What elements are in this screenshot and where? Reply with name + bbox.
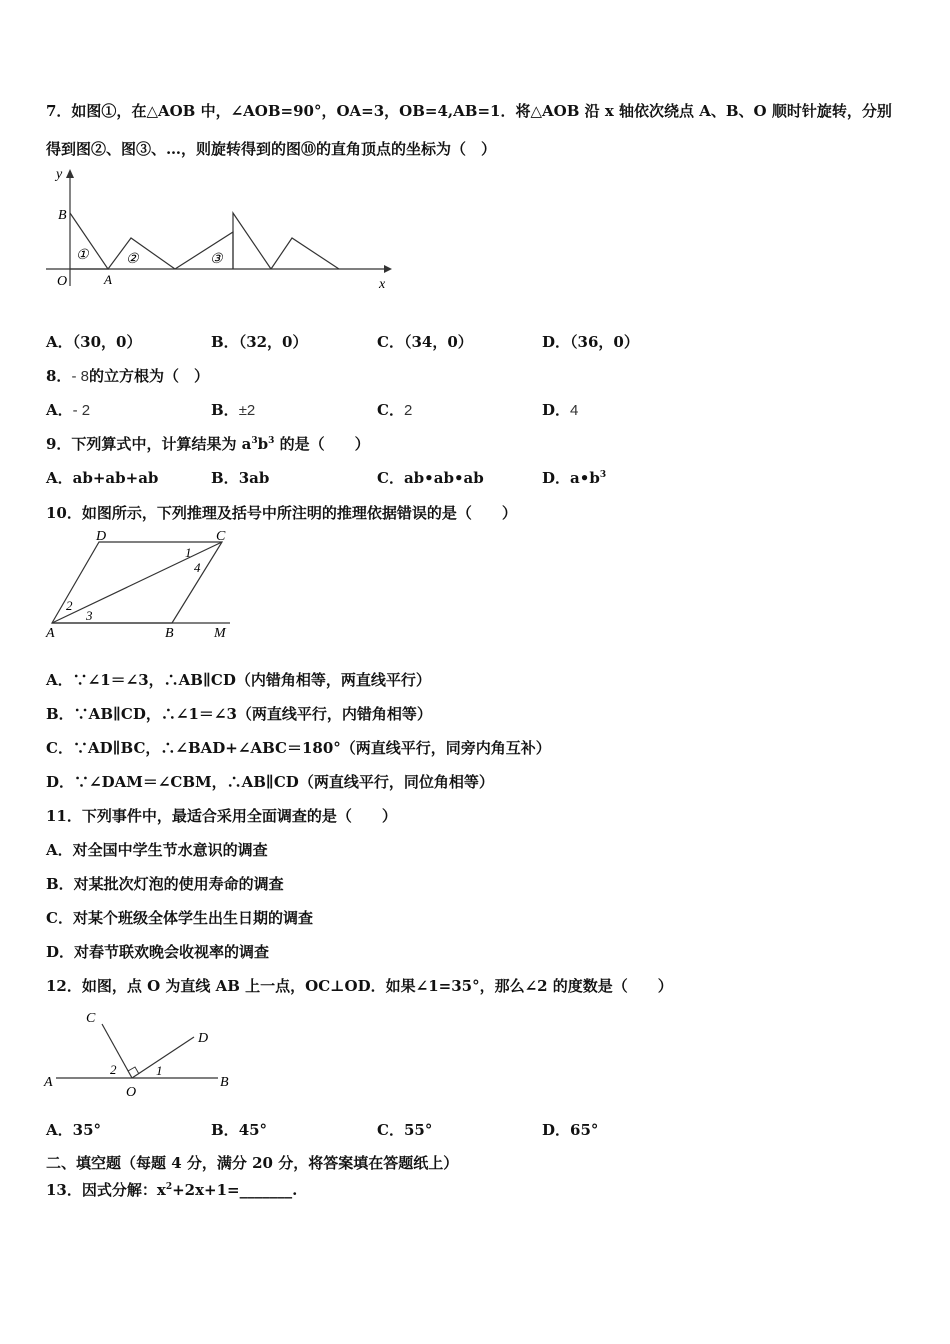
q12-option-a[interactable]: A．35° [46, 1121, 102, 1139]
q8-option-c[interactable]: C．2 [377, 401, 413, 419]
q12-label-O: O [126, 1085, 137, 1100]
q9-option-d[interactable]: D．$a•b^3$ [542, 469, 607, 487]
q9-option-a[interactable]: A．ab+ab+ab [46, 469, 159, 487]
q7-option-b[interactable]: B．（32，0） [211, 333, 308, 351]
q12-label-2: 2 [110, 1062, 117, 1077]
q7-option-a[interactable]: A．（30，0） [46, 333, 142, 351]
q8-option-d[interactable]: D．4 [542, 401, 579, 419]
q12-figure [42, 1004, 238, 1104]
q10-label-2: 2 [66, 598, 73, 613]
q11-stem: 11．下列事件中，最适合采用全面调查的是（ ） [46, 807, 397, 825]
q12-option-d[interactable]: D．65° [542, 1121, 599, 1139]
q10-option-c[interactable]: C．∵AD∥BC，∴∠BAD+∠ABC＝180°（两直线平行，同旁内角互补） [46, 739, 551, 757]
q7-label-circle-3: ③ [210, 252, 223, 267]
q8-option-b[interactable]: B．±2 [211, 401, 256, 419]
q7-option-c[interactable]: C．（34，0） [377, 333, 473, 351]
q10-option-d[interactable]: D．∵∠DAM＝∠CBM，∴AB∥CD（两直线平行，同位角相等） [46, 773, 494, 791]
q9-stem: 9．下列算式中，计算结果为 $a^3b^3$ 的是（ ） [46, 435, 370, 453]
q10-label-M: M [214, 626, 226, 641]
q7-label-O: O [57, 274, 68, 289]
q11-option-c[interactable]: C．对某个班级全体学生出生日期的调查 [46, 909, 313, 927]
q9-option-b[interactable]: B．3ab [211, 469, 270, 487]
q7-triangle-3 [175, 232, 233, 269]
q7-option-d[interactable]: D．（36，0） [542, 333, 639, 351]
q7-triangle-5 [271, 238, 339, 269]
q12-label-D: D [198, 1031, 209, 1046]
q12-ray-od [132, 1037, 194, 1078]
q7-triangle-2 [108, 238, 175, 269]
q13-stem: 13．因式分解：$x^2+2x+1=\_\_\_\_\_\_\_$. [46, 1181, 298, 1199]
q11-option-a[interactable]: A．对全国中学生节水意识的调查 [46, 841, 268, 859]
q7-stem-line1: 7．如图①，在△AOB 中，∠AOB=90°，OA=3，OB=4,AB=1．将△AOB 沿 x 轴依次绕点 A、B、O 顺时针旋转，分别 [46, 102, 892, 120]
q7-label-B: B [58, 208, 67, 223]
q7-label-x: x [379, 277, 386, 292]
q12-option-b[interactable]: B．45° [211, 1121, 268, 1139]
q10-option-b[interactable]: B．∵AB∥CD，∴∠1＝∠3（两直线平行，内错角相等） [46, 705, 432, 723]
q11-option-d[interactable]: D．对春节联欢晚会收视率的调查 [46, 943, 270, 961]
section2-title: 二、填空题（每题 4 分，满分 20 分，将答案填在答题纸上） [46, 1154, 459, 1172]
q7-label-A: A [104, 272, 112, 287]
q12-label-C: C [86, 1011, 96, 1026]
q10-label-1: 1 [185, 545, 192, 560]
q7-label-circle-2: ② [126, 252, 139, 267]
q10-stem: 10．如图所示，下列推理及括号中所注明的推理依据错误的是（ ） [46, 504, 517, 522]
q11-option-b[interactable]: B．对某批次灯泡的使用寿命的调查 [46, 875, 284, 893]
q7-label-circle-1: ① [76, 248, 89, 263]
q8-expression: - 8 [71, 368, 89, 385]
q7-stem-line2: 得到图②、图③、…，则旋转得到的图⑩的直角顶点的坐标为（ ） [46, 140, 497, 158]
q12-label-A: A [44, 1075, 53, 1090]
q8-option-a[interactable]: A．- 2 [46, 401, 91, 419]
q12-option-c[interactable]: C．55° [377, 1121, 433, 1139]
q7-figure [44, 166, 394, 298]
q12-label-1: 1 [156, 1063, 163, 1078]
q9-option-c[interactable]: C．ab•ab•ab [377, 469, 484, 487]
q8-stem: 8．- 8的立方根为（ ） [46, 367, 209, 385]
q12-label-B: B [220, 1075, 229, 1090]
q7-triangle-4 [233, 213, 271, 269]
q10-label-4: 4 [194, 560, 201, 575]
q10-label-D: D [96, 529, 107, 544]
q12-ray-oc [102, 1024, 132, 1078]
q10-label-A: A [46, 626, 55, 641]
q10-label-3: 3 [86, 608, 93, 623]
q10-label-C: C [216, 529, 226, 544]
q10-label-B: B [165, 626, 174, 641]
q10-option-a[interactable]: A．∵∠1＝∠3，∴AB∥CD（内错角相等，两直线平行） [46, 671, 431, 689]
q10-figure [44, 528, 240, 647]
q7-label-y: y [56, 167, 63, 182]
q12-stem: 12．如图，点 O 为直线 AB 上一点，OC⊥OD．如果∠1=35°，那么∠2 的度数是（ ） [46, 977, 673, 995]
